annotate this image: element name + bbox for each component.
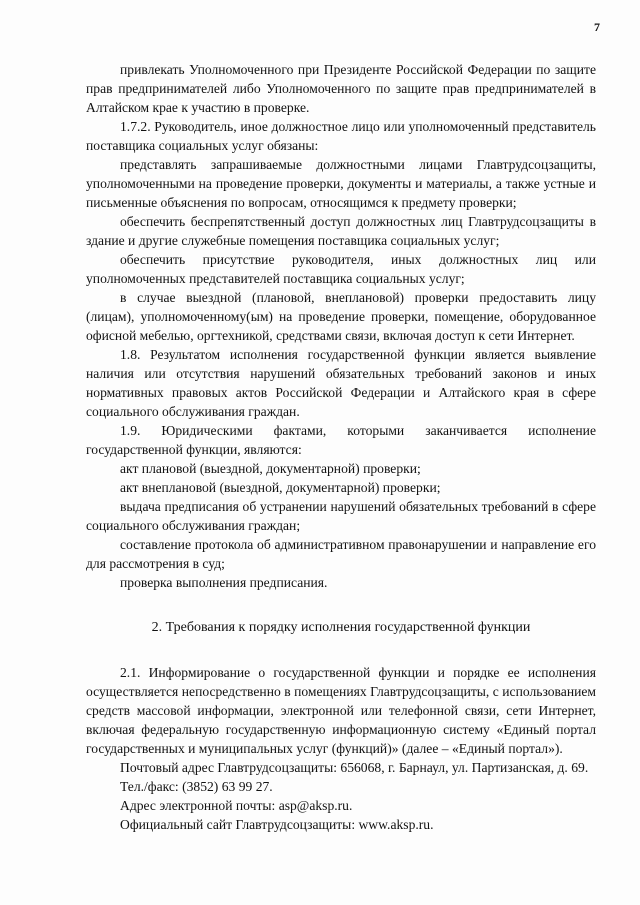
paragraph: Тел./факс: (3852) 63 99 27. [120, 779, 273, 794]
paragraph: 1.8. Результатом исполнения государственной функции является выявление наличия или отсутствия нарушений обязательных требований законов и иных нормативных правовых актов Российской Федерации и Алтайского края в сфере социального обслуживания граждан. [86, 347, 596, 419]
paragraph: 1.9. Юридическими фактами, которыми заканчивается исполнение государственной функции, являются: [86, 423, 596, 457]
document-body [86, 60, 596, 834]
paragraph: обеспечить присутствие руководителя, иных должностных лиц или уполномоченных представителей поставщика социальных услуг; [86, 252, 596, 286]
paragraph: представлять запрашиваемые должностными лицами Главтрудсоцзащиты, уполномоченными на проведение проверки, документы и материалы, а также устные и письменные объяснения по вопросам, относящимся к предмету проверки; [86, 157, 596, 210]
section-heading: 2. Требования к порядку исполнения государственной функции [151, 620, 531, 635]
paragraph: 2.1. Информирование о государственной функции и порядке ее исполнения осуществляется непосредственно в помещениях Главтрудсоцзащиты, с использованием средств массовой информации, электронной или телефонной связи, сети Интернет, включая федеральную государственную информационную систему «Единый портал государственных и муниципальных услуг (функций)» (далее – «Единый портал»). [86, 665, 596, 756]
page-number: 7 [594, 20, 600, 34]
paragraph: акт плановой (выездной, документарной) проверки; [120, 461, 421, 476]
paragraph: проверка выполнения предписания. [120, 575, 328, 590]
paragraph: выдача предписания об устранении нарушений обязательных требований в сфере социального обслуживания граждан; [86, 499, 596, 533]
paragraph: Адрес электронной почты: asp@aksp.ru. [120, 798, 353, 813]
paragraph: акт внеплановой (выездной, документарной) проверки; [120, 480, 441, 495]
paragraph: 1.7.2. Руководитель, иное должностное лицо или уполномоченный представитель поставщика социальных услуг обязаны: [86, 119, 596, 153]
paragraph: составление протокола об административном правонарушении и направление его для рассмотрения в суд; [86, 537, 596, 571]
paragraph: Официальный сайт Главтрудсоцзащиты: www.aksp.ru. [120, 817, 434, 832]
paragraph: Почтовый адрес Главтрудсоцзащиты: 656068, г. Барнаул, ул. Партизанская, д. 69. [120, 760, 589, 775]
paragraph: обеспечить беспрепятственный доступ должностных лиц Главтрудсоцзащиты в здание и другие служебные помещения поставщика социальных услуг; [86, 214, 596, 248]
paragraph: привлекать Уполномоченного при Президенте Российской Федерации по защите прав предпринимателей либо Уполномоченного по защите прав предпринимателей в Алтайском крае к участию в проверке. [86, 62, 596, 115]
paragraph: в случае выездной (плановой, внеплановой) проверки предоставить лицу (лицам), уполномоченному(ым) на проведение проверки, помещение, оборудованное офисной мебелью, оргтехникой, средствами связи, включая доступ к сети Интернет. [86, 290, 596, 343]
